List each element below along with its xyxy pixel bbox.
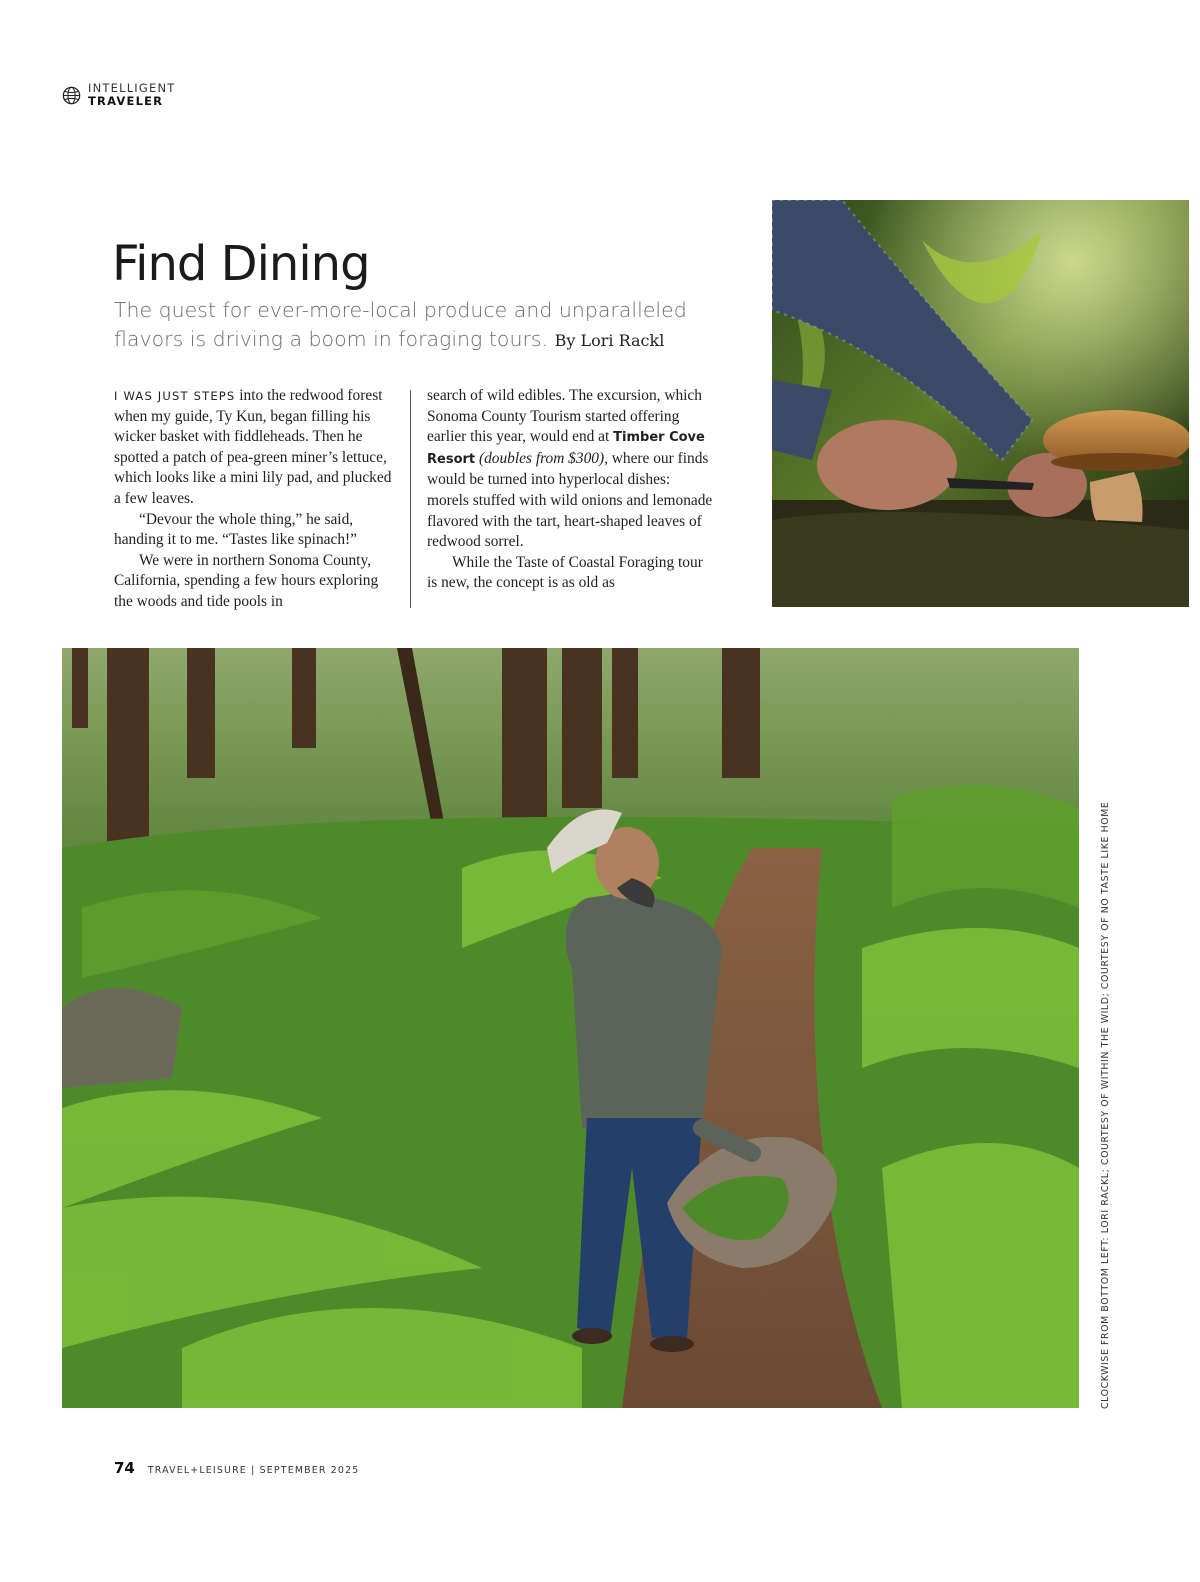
- body-column-1: [114, 386, 400, 613]
- page-number: 74: [114, 1459, 135, 1477]
- section-label: [88, 82, 176, 108]
- dek: [114, 296, 714, 355]
- magazine-issue: TRAVEL+LEISURE | SEPTEMBER 2025: [147, 1465, 360, 1476]
- section-label-line2: TRAVELER: [88, 94, 164, 108]
- mushroom-photo: [772, 200, 1189, 607]
- venue-name: Timber Cove Resort: [427, 430, 705, 467]
- byline: By Lori Rackl: [554, 331, 665, 350]
- paragraph: We were in northern Sonoma County, California, spending a few hours exploring the woods and tide pools in: [114, 551, 379, 610]
- column-divider: [410, 390, 411, 608]
- paragraph: “Devour the whole thing,” he said, handing it to me. “Tastes like spinach!”: [114, 510, 357, 549]
- section-label-line1: INTELLIGENT: [88, 81, 176, 95]
- paragraph-text: where our finds would be turned into hyperlocal dishes: morels stuffed with wild onions and lemonade flavored with the tart, heart-shaped leaves of redwood sorrel.: [427, 449, 713, 551]
- paragraph-text: search of wild edibles. The excursion, which Sonoma County Tourism started offering earlier this year, would end at: [427, 387, 702, 446]
- body-column-2: [427, 386, 713, 594]
- dek-text: The quest for ever-more-local produce and unparalleled flavors is driving a boom in foraging tours.: [114, 298, 687, 351]
- section-tag: [62, 82, 176, 108]
- paragraph-text: into the redwood forest when my guide, Ty Kun, began filling his wicker basket with fiddleheads. Then he spotted a patch of pea-green miner’s lettuce, which looks like a mini lily pad, and plucked a few leaves.: [114, 387, 392, 507]
- photo-credit: CLOCKWISE FROM BOTTOM LEFT: LORI RACKL; COURTESY OF WITHIN THE WILD; COURTESY OF NO TASTE LIKE HOME: [1100, 801, 1111, 1409]
- globe-icon: [62, 86, 81, 105]
- paragraph: [114, 386, 400, 510]
- venue-price: (doubles from $300),: [475, 449, 608, 467]
- paragraph: [427, 386, 713, 553]
- paragraph: While the Taste of Coastal Foraging tour is new, the concept is as old as: [427, 553, 703, 592]
- lead-in: I WAS JUST STEPS: [114, 389, 236, 403]
- headline: Find Dining: [112, 236, 370, 292]
- folio: [114, 1459, 359, 1477]
- forest-trail-photo: [62, 648, 1079, 1408]
